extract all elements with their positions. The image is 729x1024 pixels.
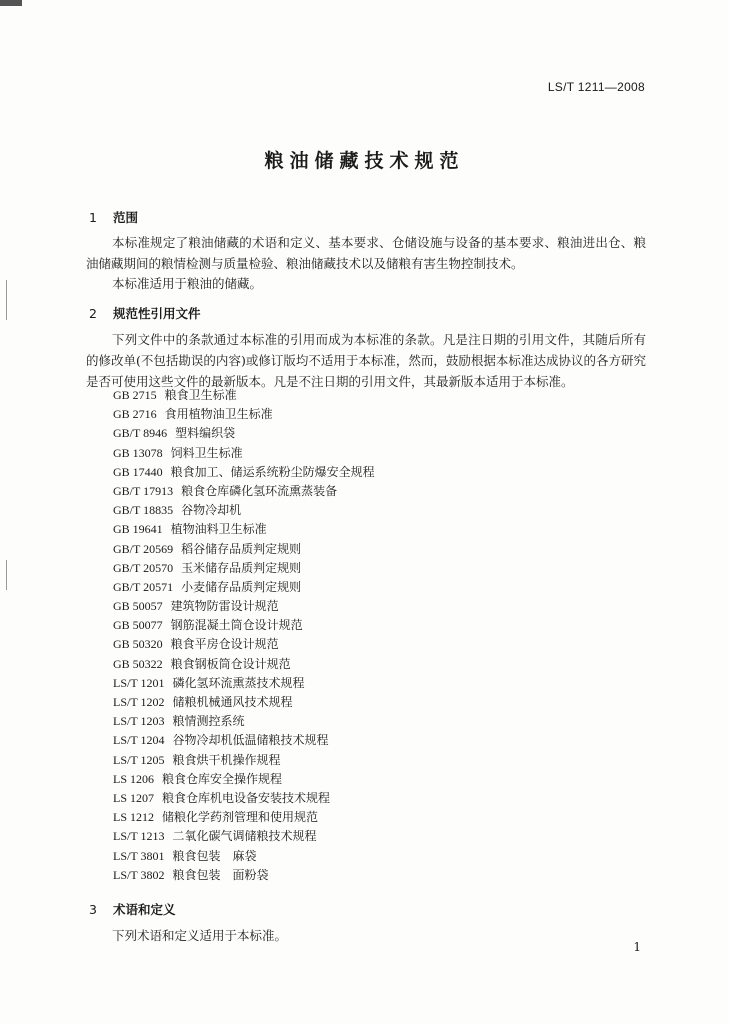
- reference-code: GB/T 17913: [113, 483, 174, 498]
- reference-title: 粮食仓库安全操作规程: [162, 771, 283, 786]
- reference-title: 小麦储存品质判定规则: [181, 579, 302, 594]
- reference-item: [113, 444, 375, 463]
- reference-item: [113, 770, 375, 789]
- reference-title: 磷化氢环流熏蒸技术规程: [172, 675, 305, 690]
- reference-title: 植物油料卫生标准: [170, 522, 267, 537]
- standard-number: LS/T 1211—2008: [547, 80, 645, 94]
- reference-title: 稻谷储存品质判定规则: [181, 541, 302, 556]
- reference-title: 塑料编织袋: [175, 426, 236, 441]
- reference-item: [113, 540, 375, 559]
- reference-item: [113, 405, 375, 424]
- reference-item: [113, 578, 375, 597]
- section-title: 范围: [113, 210, 139, 225]
- page-number: 1: [633, 940, 641, 954]
- reference-code: GB/T 18835: [113, 503, 174, 518]
- reference-code: GB 50077: [113, 618, 163, 633]
- reference-code: LS/T 3802: [113, 867, 165, 882]
- reference-title: 粮食仓库机电设备安装技术规程: [162, 790, 331, 805]
- reference-item: [113, 808, 375, 827]
- reference-title: 建筑物防雷设计规范: [170, 599, 279, 614]
- reference-code: LS/T 1201: [113, 675, 165, 690]
- reference-code: GB 13078: [113, 445, 163, 460]
- reference-title: 饲料卫生标准: [170, 445, 243, 460]
- reference-title: 粮食仓库磷化氢环流熏蒸装备: [181, 483, 338, 498]
- paragraph: 下列术语和定义适用于本标准。: [112, 928, 288, 943]
- paragraph: 本标准适用于粮油的储藏。: [112, 276, 263, 291]
- reference-code: GB/T 20569: [113, 541, 174, 556]
- reference-title: 玉米储存品质判定规则: [181, 560, 302, 575]
- section-heading-2: [89, 304, 201, 322]
- reference-title: 粮食包装 面粉袋: [172, 867, 269, 882]
- reference-code: LS/T 1205: [113, 752, 165, 767]
- reference-item: [113, 693, 375, 712]
- reference-item: [113, 866, 375, 885]
- reference-code: LS/T 1203: [113, 714, 165, 729]
- reference-item: [113, 674, 375, 693]
- reference-code: GB/T 20571: [113, 579, 174, 594]
- reference-code: LS/T 1204: [113, 733, 165, 748]
- reference-code: LS 1207: [113, 790, 155, 805]
- section-heading-1: [89, 208, 138, 226]
- reference-item: [113, 597, 375, 616]
- section-heading-3: [89, 900, 176, 918]
- reference-item: [113, 559, 375, 578]
- reference-item: [113, 712, 375, 731]
- reference-title: 储粮化学药剂管理和使用规范: [162, 810, 319, 825]
- reference-title: 粮食加工、储运系统粉尘防爆安全规程: [170, 464, 375, 479]
- reference-item: [113, 424, 375, 443]
- reference-title: 粮食卫生标准: [164, 388, 237, 402]
- reference-item: [113, 789, 375, 808]
- reference-code: GB 19641: [113, 522, 163, 537]
- reference-code: LS/T 1213: [113, 829, 165, 844]
- reference-item: [113, 386, 375, 405]
- reference-code: LS 1206: [113, 771, 155, 786]
- paragraph: 本标准规定了粮油储藏的术语和定义、基本要求、仓储设施与设备的基本要求、粮油进出仓、粮油储藏期间的粮情检测与质量检验、粮油储藏技术以及储粮有害生物控制技术。: [86, 235, 646, 271]
- reference-title: 粮食平房仓设计规范: [170, 637, 279, 652]
- reference-code: GB/T 20570: [113, 560, 174, 575]
- document-title: 粮油储藏技术规范: [264, 150, 465, 172]
- reference-code: LS 1212: [113, 810, 155, 825]
- reference-code: GB/T 8946: [113, 426, 168, 441]
- reference-item: [113, 501, 375, 520]
- reference-code: GB 2716: [113, 407, 157, 422]
- normative-reference-list: [113, 386, 375, 885]
- reference-title: 储粮机械通风技术规程: [172, 695, 293, 709]
- reference-title: 粮食钢板筒仓设计规范: [170, 656, 291, 671]
- reference-title: 谷物冷却机低温储粮技术规程: [172, 733, 329, 748]
- section-number: 2: [89, 306, 97, 321]
- reference-code: GB 50320: [113, 637, 163, 652]
- reference-code: LS/T 3801: [113, 848, 165, 863]
- reference-code: LS/T 1202: [113, 695, 165, 709]
- section-title: 规范性引用文件: [113, 306, 201, 321]
- reference-code: GB 50322: [113, 656, 163, 671]
- reference-item: [113, 655, 375, 674]
- reference-title: 二氧化碳气调储粮技术规程: [172, 829, 317, 844]
- reference-title: 粮食烘干机操作规程: [172, 752, 281, 767]
- section-number: 3: [89, 902, 97, 917]
- reference-item: [113, 827, 375, 846]
- paragraph: 下列文件中的条款通过本标准的引用而成为本标准的条款。凡是注日期的引用文件，其随后所有的修改单(不包括勘误的内容)或修订版均不适用于本标准，然而，鼓励根据本标准达成协议的各方研究是否可使用这些文件的最新版本。凡是不注日期的引用文件，其最新版本适用于本标准。: [86, 332, 646, 389]
- reference-item: [113, 463, 375, 482]
- section-title: 术语和定义: [113, 902, 176, 917]
- reference-item: [113, 482, 375, 501]
- reference-title: 粮情测控系统: [172, 714, 245, 729]
- reference-title: 食用植物油卫生标准: [164, 407, 273, 422]
- reference-item: [113, 751, 375, 770]
- reference-title: 钢筋混凝土筒仓设计规范: [170, 618, 303, 633]
- reference-item: [113, 731, 375, 750]
- reference-code: GB 17440: [113, 464, 163, 479]
- reference-item: [113, 520, 375, 539]
- section-number: 1: [89, 210, 97, 225]
- scan-artifact: [0, 0, 22, 6]
- reference-item: [113, 847, 375, 866]
- reference-title: 谷物冷却机: [181, 503, 242, 518]
- reference-item: [113, 635, 375, 654]
- scan-edge-mark: [6, 280, 7, 320]
- reference-code: GB 2715: [113, 388, 157, 402]
- scan-edge-mark: [6, 560, 7, 590]
- reference-title: 粮食包装 麻袋: [172, 848, 257, 863]
- reference-code: GB 50057: [113, 599, 163, 614]
- reference-item: [113, 616, 375, 635]
